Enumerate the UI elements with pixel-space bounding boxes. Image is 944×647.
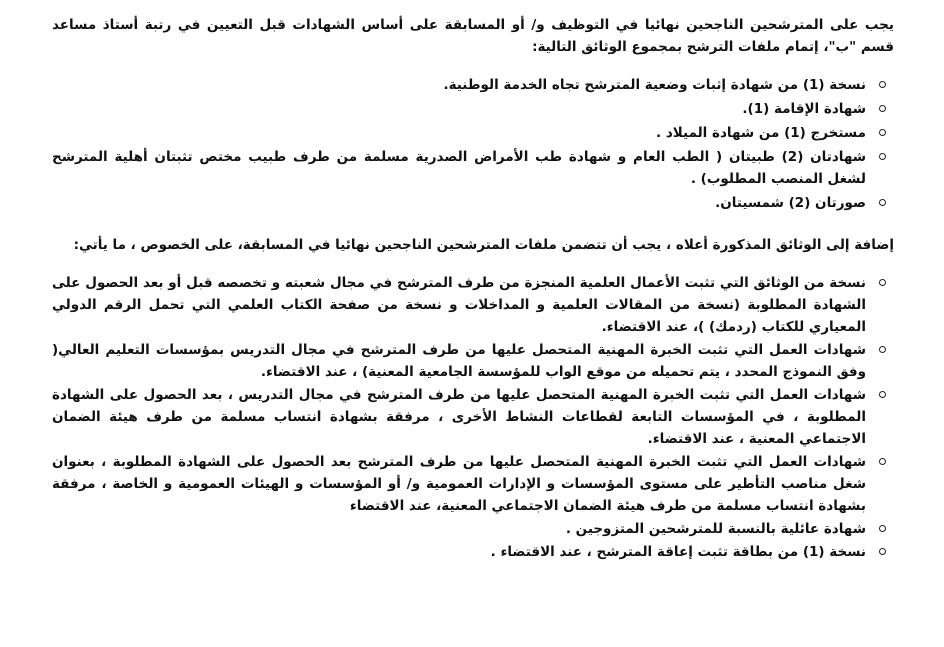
list-item-text: شهادات العمل التي تثبت الخبرة المهنية المتحصل عليها من طرف المترشح بعد الحصول على الشهادة المطلوبة ، بعنوان شغل مناصب التأطير على مستوى المؤسسات و الإدارات العمومية و/ أو المؤسسات و الهيئات العمومية و الخاصة ، مرفقة بشهادة انتساب مسلمة من طرف هيئة الضمان الاجتماعي المعنية، عند الاقتضاء [52,454,866,514]
list-item-text: شهادة الإقامة (1). [742,101,866,117]
list-item-text: مستخرج (1) من شهادة الميلاد . [656,125,866,141]
list-item-text: شهادة عائلية بالنسبة للمترشحين المتزوجين . [565,521,866,537]
list-item [52,98,880,120]
list-item [52,146,880,190]
required-documents-list [52,74,894,214]
circle-bullet-icon [879,199,886,206]
additional-documents-paragraph: إضافة إلى الوثائق المذكورة أعلاه ، يجب أن تتضمن ملفات المترشحين الناجحين نهائيا في المسابقة، على الخصوص ، ما يأتي: [73,237,894,253]
list-item-text: صورتان (2) شمسيتان. [715,195,866,211]
circle-bullet-icon [879,153,886,160]
circle-bullet-icon [879,279,886,286]
circle-bullet-icon [879,129,886,136]
list-item [52,272,880,338]
list-item [52,192,880,214]
list-item [52,122,880,144]
circle-bullet-icon [879,548,886,555]
list-item [52,518,880,540]
list-item-text: نسخة (1) من شهادة إثبات وضعية المترشح تجاه الخدمة الوطنية. [443,77,866,93]
list-item-text: نسخة من الوثائق التي تثبت الأعمال العلمية المنجزة من طرف المترشح في مجال شعبته و تخصصه قبل أو بعد الحصول على الشهادة المطلوبة (نسخة من المقالات العلمية و المداخلات و نسخة من صفحة الكتاب العلمي التي تحمل الرقم الدولي المعياري للكتاب (ردمك) )، عند الاقتضاء. [52,275,866,335]
list-item-text: نسخة (1) من بطاقة تثبت إعاقة المترشح ، عند الاقتضاء . [490,544,866,560]
circle-bullet-icon [879,105,886,112]
list-item [52,451,880,517]
list-item [52,339,880,383]
additional-documents-list [52,272,894,563]
list-item [52,384,880,450]
circle-bullet-icon [879,346,886,353]
list-item-text: شهادات العمل التي تثبت الخبرة المهنية المتحصل عليها من طرف المترشح في مجال التدريس بمؤسسات التعليم العالي( وفق النموذج المحدد ، يتم تحميله من موقع الواب للمؤسسة الجامعية المعنية) ، عند الاقتضاء. [52,342,866,380]
circle-bullet-icon [879,525,886,532]
list-item [52,541,880,563]
document-page [52,14,894,564]
circle-bullet-icon [879,458,886,465]
list-item-text: شهادتان (2) طبيتان ( الطب العام و شهادة طب الأمراض الصدرية مسلمة من طرف طبيب مختص تثبتان أهلية المترشح لشغل المنصب المطلوب) . [52,149,867,187]
circle-bullet-icon [879,391,886,398]
list-item [52,74,880,96]
intro-paragraph: يجب على المترشحين الناجحين نهائيا في التوظيف و/ أو المسابقة على أساس الشهادات قبل التعيين في رتبة أستاذ مساعد قسم "ب"، إتمام ملفات الترشح بمجموع الوثائق التالية: [52,17,894,55]
circle-bullet-icon [879,81,886,88]
list-item-text: شهادات العمل التي تثبت الخبرة المهنية المتحصل عليها من طرف المترشح في مجال التدريس ، بعد الحصول على الشهادة المطلوبة ، في المؤسسات التابعة لقطاعات النشاط الأخرى ، مرفقة بشهادة انتساب مسلمة من طرف هيئة الضمان الاجتماعي المعنية ، عند الاقتضاء. [52,387,866,447]
